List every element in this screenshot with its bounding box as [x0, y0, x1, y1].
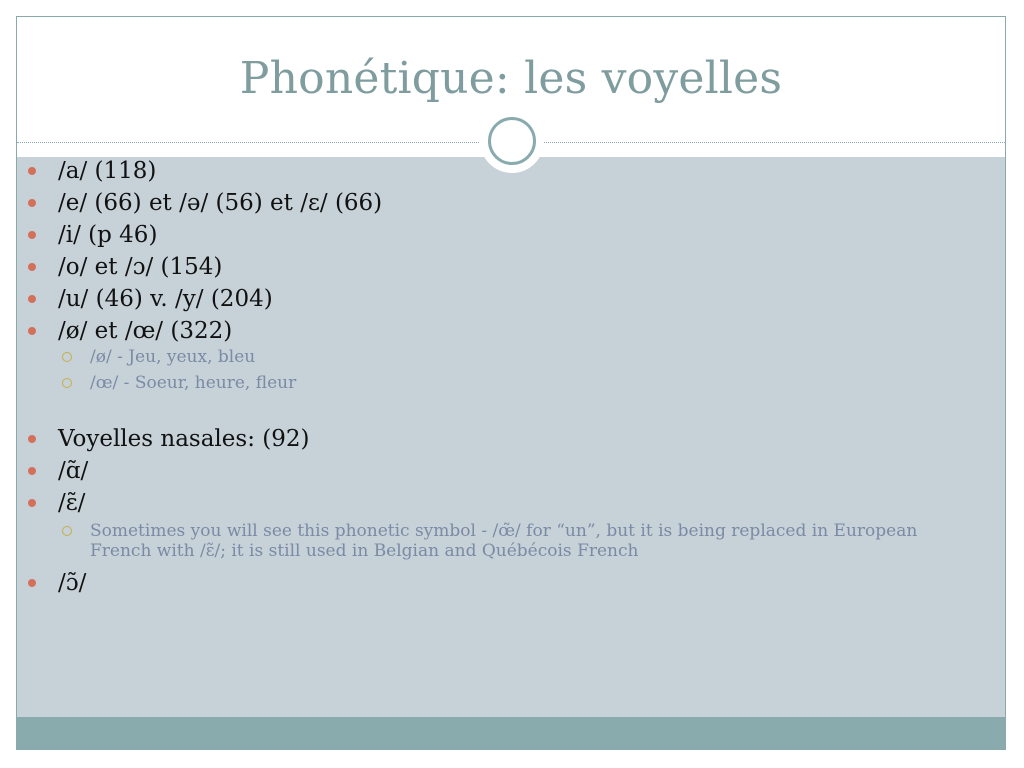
- list-item: [26, 155, 966, 187]
- list-item-text: /o/ et /ɔ/ (154): [58, 254, 223, 280]
- list-item-text: Voyelles nasales: (92): [58, 426, 310, 452]
- list-item: [26, 283, 966, 315]
- list-item-text: /i/ (p 46): [58, 222, 158, 248]
- sub-list-item: [26, 521, 920, 561]
- sub-list-item: [26, 347, 966, 373]
- sub-bullet-icon: [62, 352, 72, 362]
- list-item-text: /e/ (66) et /ə/ (56) et /ɛ/ (66): [58, 190, 383, 216]
- bullet-icon: [28, 199, 36, 207]
- bullet-icon: [28, 435, 36, 443]
- footer-band: [17, 717, 1005, 750]
- list-item-text: /ɑ̃/: [58, 458, 89, 484]
- bullet-icon: [28, 295, 36, 303]
- sub-bullet-icon: [62, 378, 72, 388]
- bullet-icon: [28, 167, 36, 175]
- bullet-list: [26, 155, 966, 599]
- bullet-icon: [28, 327, 36, 335]
- list-item: [26, 315, 966, 347]
- list-item-text: /ɔ̃/: [58, 570, 87, 596]
- list-item: [26, 251, 966, 283]
- sub-list-item-text: Sometimes you will see this phonetic symbol - /œ̃/ for “un”, but it is being replaced in European French with /ɛ̃/; it is still used in Belgian and Québécois French: [90, 521, 918, 561]
- sub-list-item-text: /œ/ - Soeur, heure, fleur: [90, 373, 297, 393]
- list-item: [26, 567, 966, 599]
- list-item-text: /ø/ et /œ/ (322): [58, 318, 233, 344]
- bullet-icon: [28, 499, 36, 507]
- list-item-text: /ɛ̃/: [58, 490, 86, 516]
- list-item: [26, 487, 966, 519]
- sub-list-item-text: /ø/ - Jeu, yeux, bleu: [90, 347, 256, 367]
- list-item: [26, 423, 966, 455]
- list-spacer: [26, 399, 966, 423]
- list-item-text: /a/ (118): [58, 158, 157, 184]
- bullet-icon: [28, 579, 36, 587]
- bullet-icon: [28, 467, 36, 475]
- list-item: [26, 219, 966, 251]
- bullet-icon: [28, 231, 36, 239]
- list-item: [26, 455, 966, 487]
- sub-list-item: [26, 373, 966, 399]
- bullet-icon: [28, 263, 36, 271]
- slide-title: Phonétique: les voyelles: [239, 53, 783, 104]
- sub-bullet-icon: [62, 526, 72, 536]
- list-item: [26, 187, 966, 219]
- list-item-text: /u/ (46) v. /y/ (204): [58, 286, 273, 312]
